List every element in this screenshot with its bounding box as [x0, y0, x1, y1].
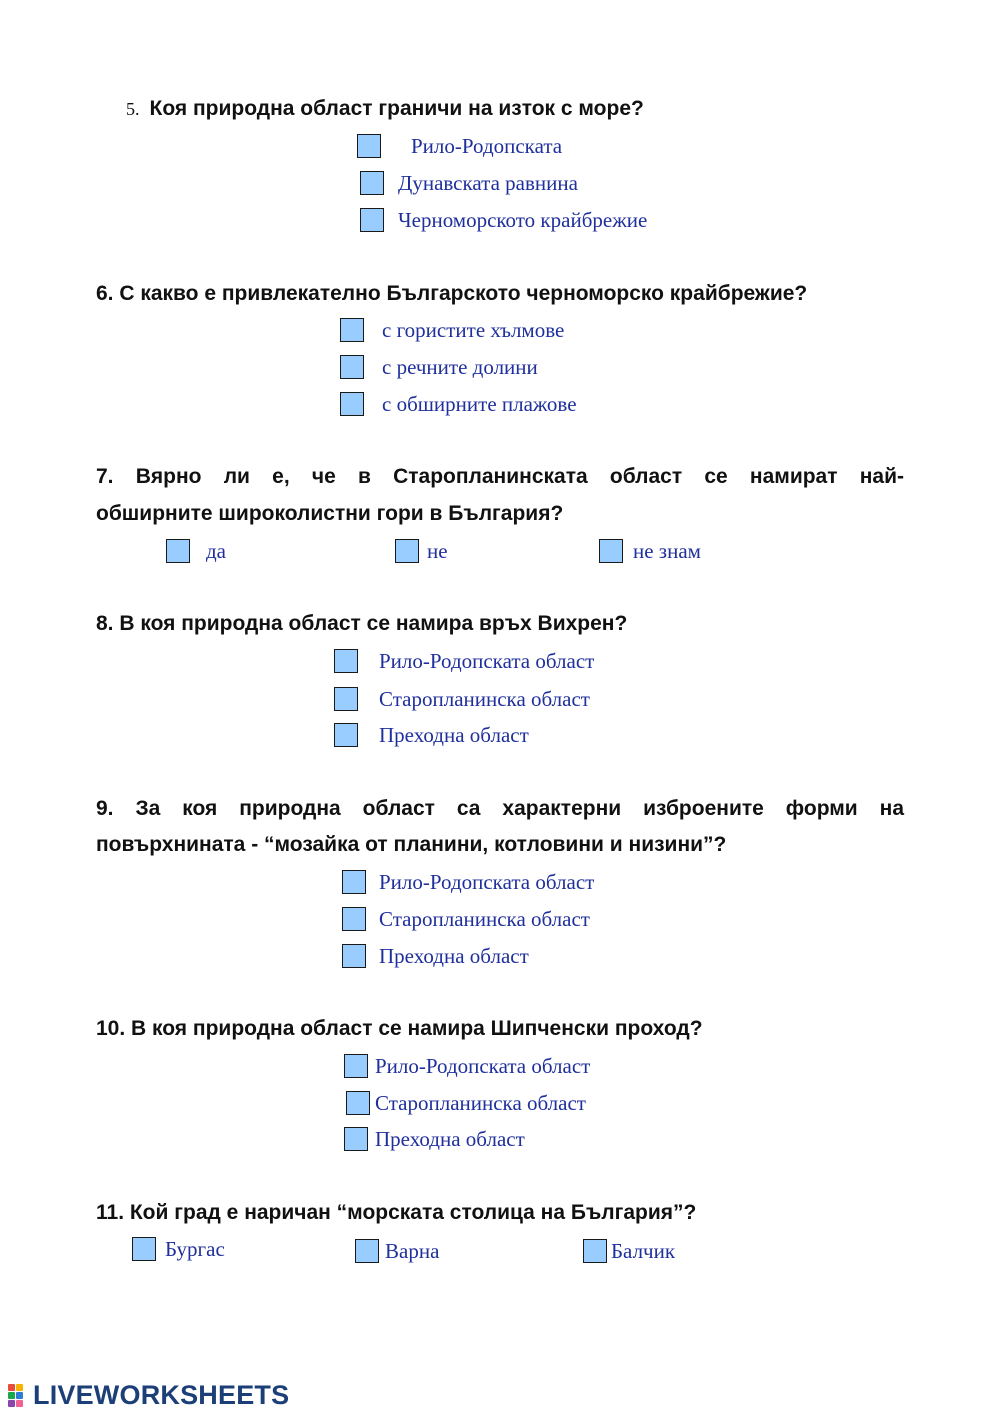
- answer-label: Старопланинска област: [379, 686, 590, 711]
- answer-option[interactable]: [340, 315, 564, 345]
- answer-label: Преходна област: [379, 722, 529, 747]
- answer-label: с гористите хълмове: [382, 317, 565, 342]
- answer-checkbox[interactable]: [344, 1054, 368, 1078]
- answer-label: Преходна област: [379, 943, 529, 968]
- answer-checkbox[interactable]: [344, 1127, 368, 1151]
- answer-option[interactable]: [334, 684, 590, 714]
- answer-option[interactable]: [360, 168, 578, 198]
- answer-option[interactable]: [346, 1088, 586, 1118]
- answer-option[interactable]: [334, 720, 529, 750]
- question-7-line-2: обширните широколистни гори в България?: [96, 502, 564, 525]
- answer-option[interactable]: [132, 1234, 225, 1264]
- answer-checkbox[interactable]: [132, 1237, 156, 1261]
- answer-checkbox[interactable]: [599, 539, 623, 563]
- answer-checkbox[interactable]: [342, 944, 366, 968]
- answer-option[interactable]: [357, 131, 562, 161]
- answer-checkbox[interactable]: [346, 1091, 370, 1115]
- answer-option[interactable]: [355, 1236, 439, 1266]
- answer-option[interactable]: [166, 536, 226, 566]
- answer-option[interactable]: [344, 1051, 590, 1081]
- answer-checkbox[interactable]: [583, 1239, 607, 1263]
- answer-option[interactable]: [360, 205, 647, 235]
- answer-option[interactable]: [342, 904, 590, 934]
- answer-checkbox[interactable]: [342, 870, 366, 894]
- answer-label: да: [206, 538, 227, 563]
- answer-label: Рило-Родопската: [411, 133, 563, 158]
- answer-checkbox[interactable]: [395, 539, 419, 563]
- answer-option[interactable]: [342, 941, 529, 971]
- answer-option[interactable]: [599, 536, 701, 566]
- answer-option[interactable]: [340, 352, 538, 382]
- answer-label: с обширните плажове: [382, 391, 577, 416]
- answer-checkbox[interactable]: [334, 649, 358, 673]
- answer-checkbox[interactable]: [166, 539, 190, 563]
- answer-option[interactable]: [340, 389, 577, 419]
- question-10: 10. В коя природна област се намира Шипченски проход?: [96, 1017, 703, 1040]
- answer-label: не: [427, 538, 448, 563]
- answer-label: Старопланинска област: [375, 1090, 586, 1115]
- answer-checkbox[interactable]: [355, 1239, 379, 1263]
- question-9-line-2: повърхнината - “мозайка от планини, котловини и низини”?: [96, 833, 727, 856]
- liveworksheets-logo: [8, 1380, 289, 1410]
- answer-checkbox[interactable]: [334, 723, 358, 747]
- answer-label: Преходна област: [375, 1126, 525, 1151]
- answer-checkbox[interactable]: [357, 134, 381, 158]
- question-8: 8. В коя природна област се намира връх Вихрен?: [96, 612, 628, 635]
- question-text: Коя природна област граничи на изток с море?: [149, 97, 644, 120]
- answer-label: Рило-Родопската област: [379, 869, 595, 894]
- answer-option[interactable]: [342, 867, 594, 897]
- question-number: 5.: [126, 99, 140, 119]
- answer-checkbox[interactable]: [360, 171, 384, 195]
- question-7-line-1: 7. Вярно ли е, че в Старопланинската област се намират най-: [96, 465, 904, 488]
- answer-label: Черноморското крайбрежие: [398, 207, 648, 232]
- answer-checkbox[interactable]: [342, 907, 366, 931]
- answer-label: не знам: [633, 538, 701, 563]
- question-11: 11. Кой град е наричан “морската столица на България”?: [96, 1201, 697, 1224]
- answer-option[interactable]: [395, 536, 448, 566]
- question-9-line-1: 9. За коя природна област са характерни изброените форми на: [96, 797, 904, 820]
- answer-checkbox[interactable]: [340, 318, 364, 342]
- answer-option[interactable]: [344, 1124, 525, 1154]
- logo-text: LIVEWORKSHEETS: [33, 1379, 290, 1410]
- answer-label: Варна: [385, 1238, 440, 1263]
- answer-label: Бургас: [165, 1236, 225, 1261]
- answer-label: Рило-Родопската област: [375, 1053, 591, 1078]
- answer-label: Балчик: [611, 1238, 676, 1263]
- answer-checkbox[interactable]: [340, 392, 364, 416]
- answer-label: Рило-Родопската област: [379, 648, 595, 673]
- answer-label: Дунавската равнина: [398, 170, 578, 195]
- question-6: 6. С какво е привлекателно Българското черноморско крайбрежие?: [96, 282, 808, 305]
- answer-checkbox[interactable]: [340, 355, 364, 379]
- answer-checkbox[interactable]: [360, 208, 384, 232]
- answer-option[interactable]: [334, 646, 594, 676]
- answer-option[interactable]: [583, 1236, 675, 1266]
- answer-label: Старопланинска област: [379, 906, 590, 931]
- answer-label: с речните долини: [382, 354, 538, 379]
- answer-checkbox[interactable]: [334, 687, 358, 711]
- question-5: [126, 90, 934, 128]
- logo-blocks-icon: [8, 1382, 30, 1408]
